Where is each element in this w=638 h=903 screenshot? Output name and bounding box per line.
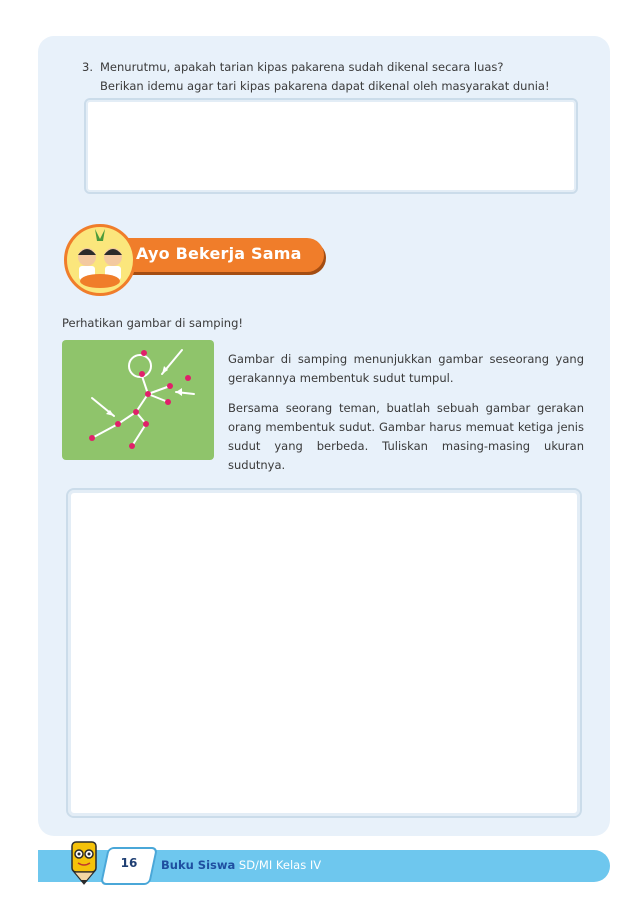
mascot-icon	[64, 224, 136, 296]
question-3	[82, 58, 602, 96]
answer-box-drawing[interactable]	[66, 488, 582, 818]
book-title-main: Buku Siswa	[161, 858, 236, 872]
question-line-1: Menurutmu, apakah tarian kipas pakarena sudah dikenal secara luas?	[100, 60, 504, 74]
instruction-text: Perhatikan gambar di samping!	[62, 316, 243, 330]
pencil-mascot-icon	[64, 838, 104, 890]
description-paragraph-1: Gambar di samping menunjukkan gambar seseorang yang gerakannya membentuk sudut tumpul.	[228, 352, 584, 385]
activity-description	[228, 350, 584, 486]
activity-title: Ayo Bekerja Sama	[136, 244, 302, 263]
description-paragraph-2: Bersama seorang teman, buatlah sebuah gambar gerakan orang membentuk sudut. Gambar harus memuat ketiga jenis sudut yang berbeda. Tuliskan masing-masing ukuran sudutnya.	[228, 401, 584, 472]
book-title	[161, 858, 321, 872]
question-number: 3.	[82, 60, 93, 74]
stick-figure-illustration	[62, 340, 214, 460]
answer-box-question-3[interactable]	[84, 98, 578, 194]
book-title-sub: SD/MI Kelas IV	[235, 858, 322, 872]
activity-banner	[64, 210, 334, 300]
page-number: 16	[120, 856, 138, 870]
question-line-2: Berikan idemu agar tari kipas pakarena dapat dikenal oleh masyarakat dunia!	[100, 79, 550, 93]
